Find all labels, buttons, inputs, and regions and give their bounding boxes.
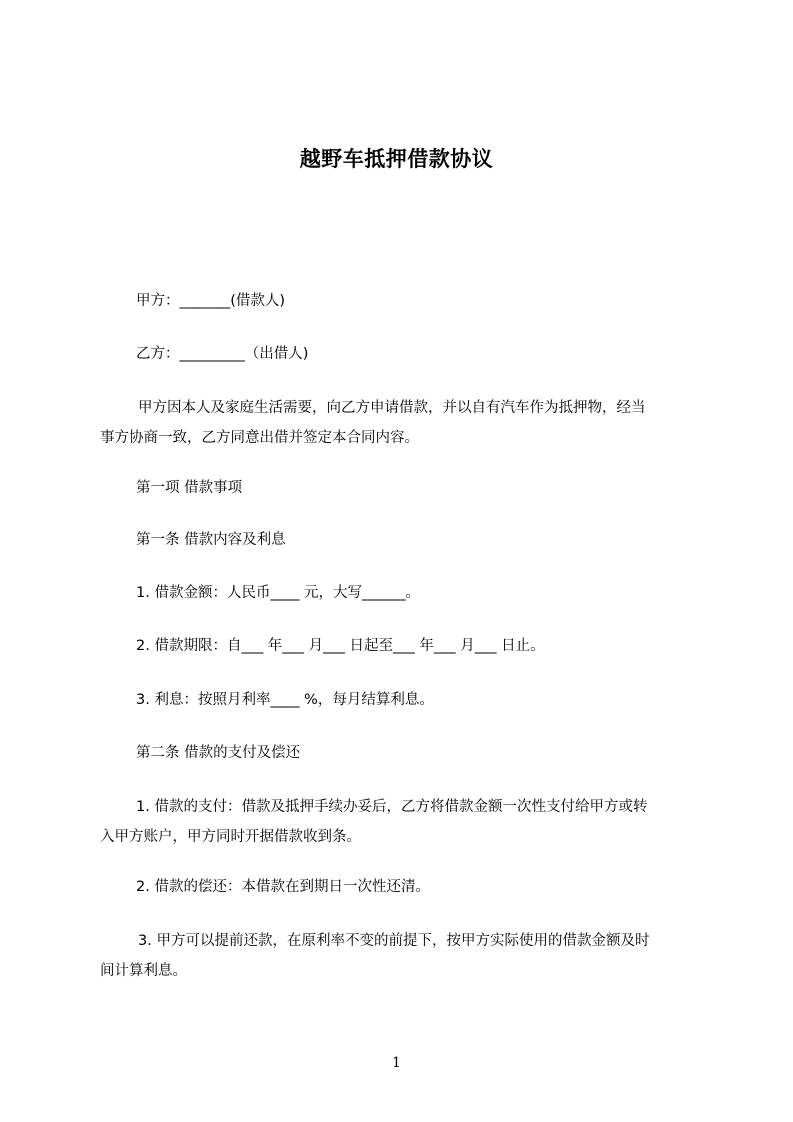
article-2-item-3-line-1: 3. 甲方可以提前还款，在原利率不变的前提下，按甲方实际使用的借款金额及时 [138,933,650,949]
article-1-item-3: 3. 利息：按照月利率____ %，每月结算利息。 [136,692,434,708]
party-a-line: 甲方：_______(借款人) [136,293,286,309]
article-2-item-1 [100,792,692,852]
article-1-heading: 第一条 借款内容及利息 [136,532,286,548]
article-1-item-1: 1. 借款金额：人民币____ 元，大写______。 [136,585,421,601]
article-2-item-1-line-2: 入甲方账户，甲方同时开据借款收到条。 [100,829,361,845]
article-2-heading: 第二条 借款的支付及偿还 [136,745,301,761]
intro-paragraph [100,393,694,453]
article-2-item-2: 2. 借款的偿还：本借款在到期日一次性还清。 [136,879,430,895]
article-2-item-1-line-1: 1. 借款的支付：借款及抵押手续办妥后，乙方将借款金额一次性支付给甲方或转 [136,799,648,815]
intro-line-2: 事方协商一致，乙方同意出借并签定本合同内容。 [100,430,419,446]
article-2-item-3 [100,926,694,986]
intro-line-1: 甲方因本人及家庭生活需要，向乙方申请借款，并以自有汽车作为抵押物，经当 [138,400,646,416]
article-1-item-2: 2. 借款期限：自___ 年___ 月___ 日起至___ 年___ 月___ 日止。 [136,638,545,654]
article-2-item-3-line-2: 间计算利息。 [100,963,187,979]
page-number: 1 [392,1055,401,1071]
section-1-heading: 第一项 借款事项 [136,480,243,496]
party-b-line: 乙方：_________（出借人) [136,346,309,362]
document-title: 越野车抵押借款协议 [299,147,494,171]
